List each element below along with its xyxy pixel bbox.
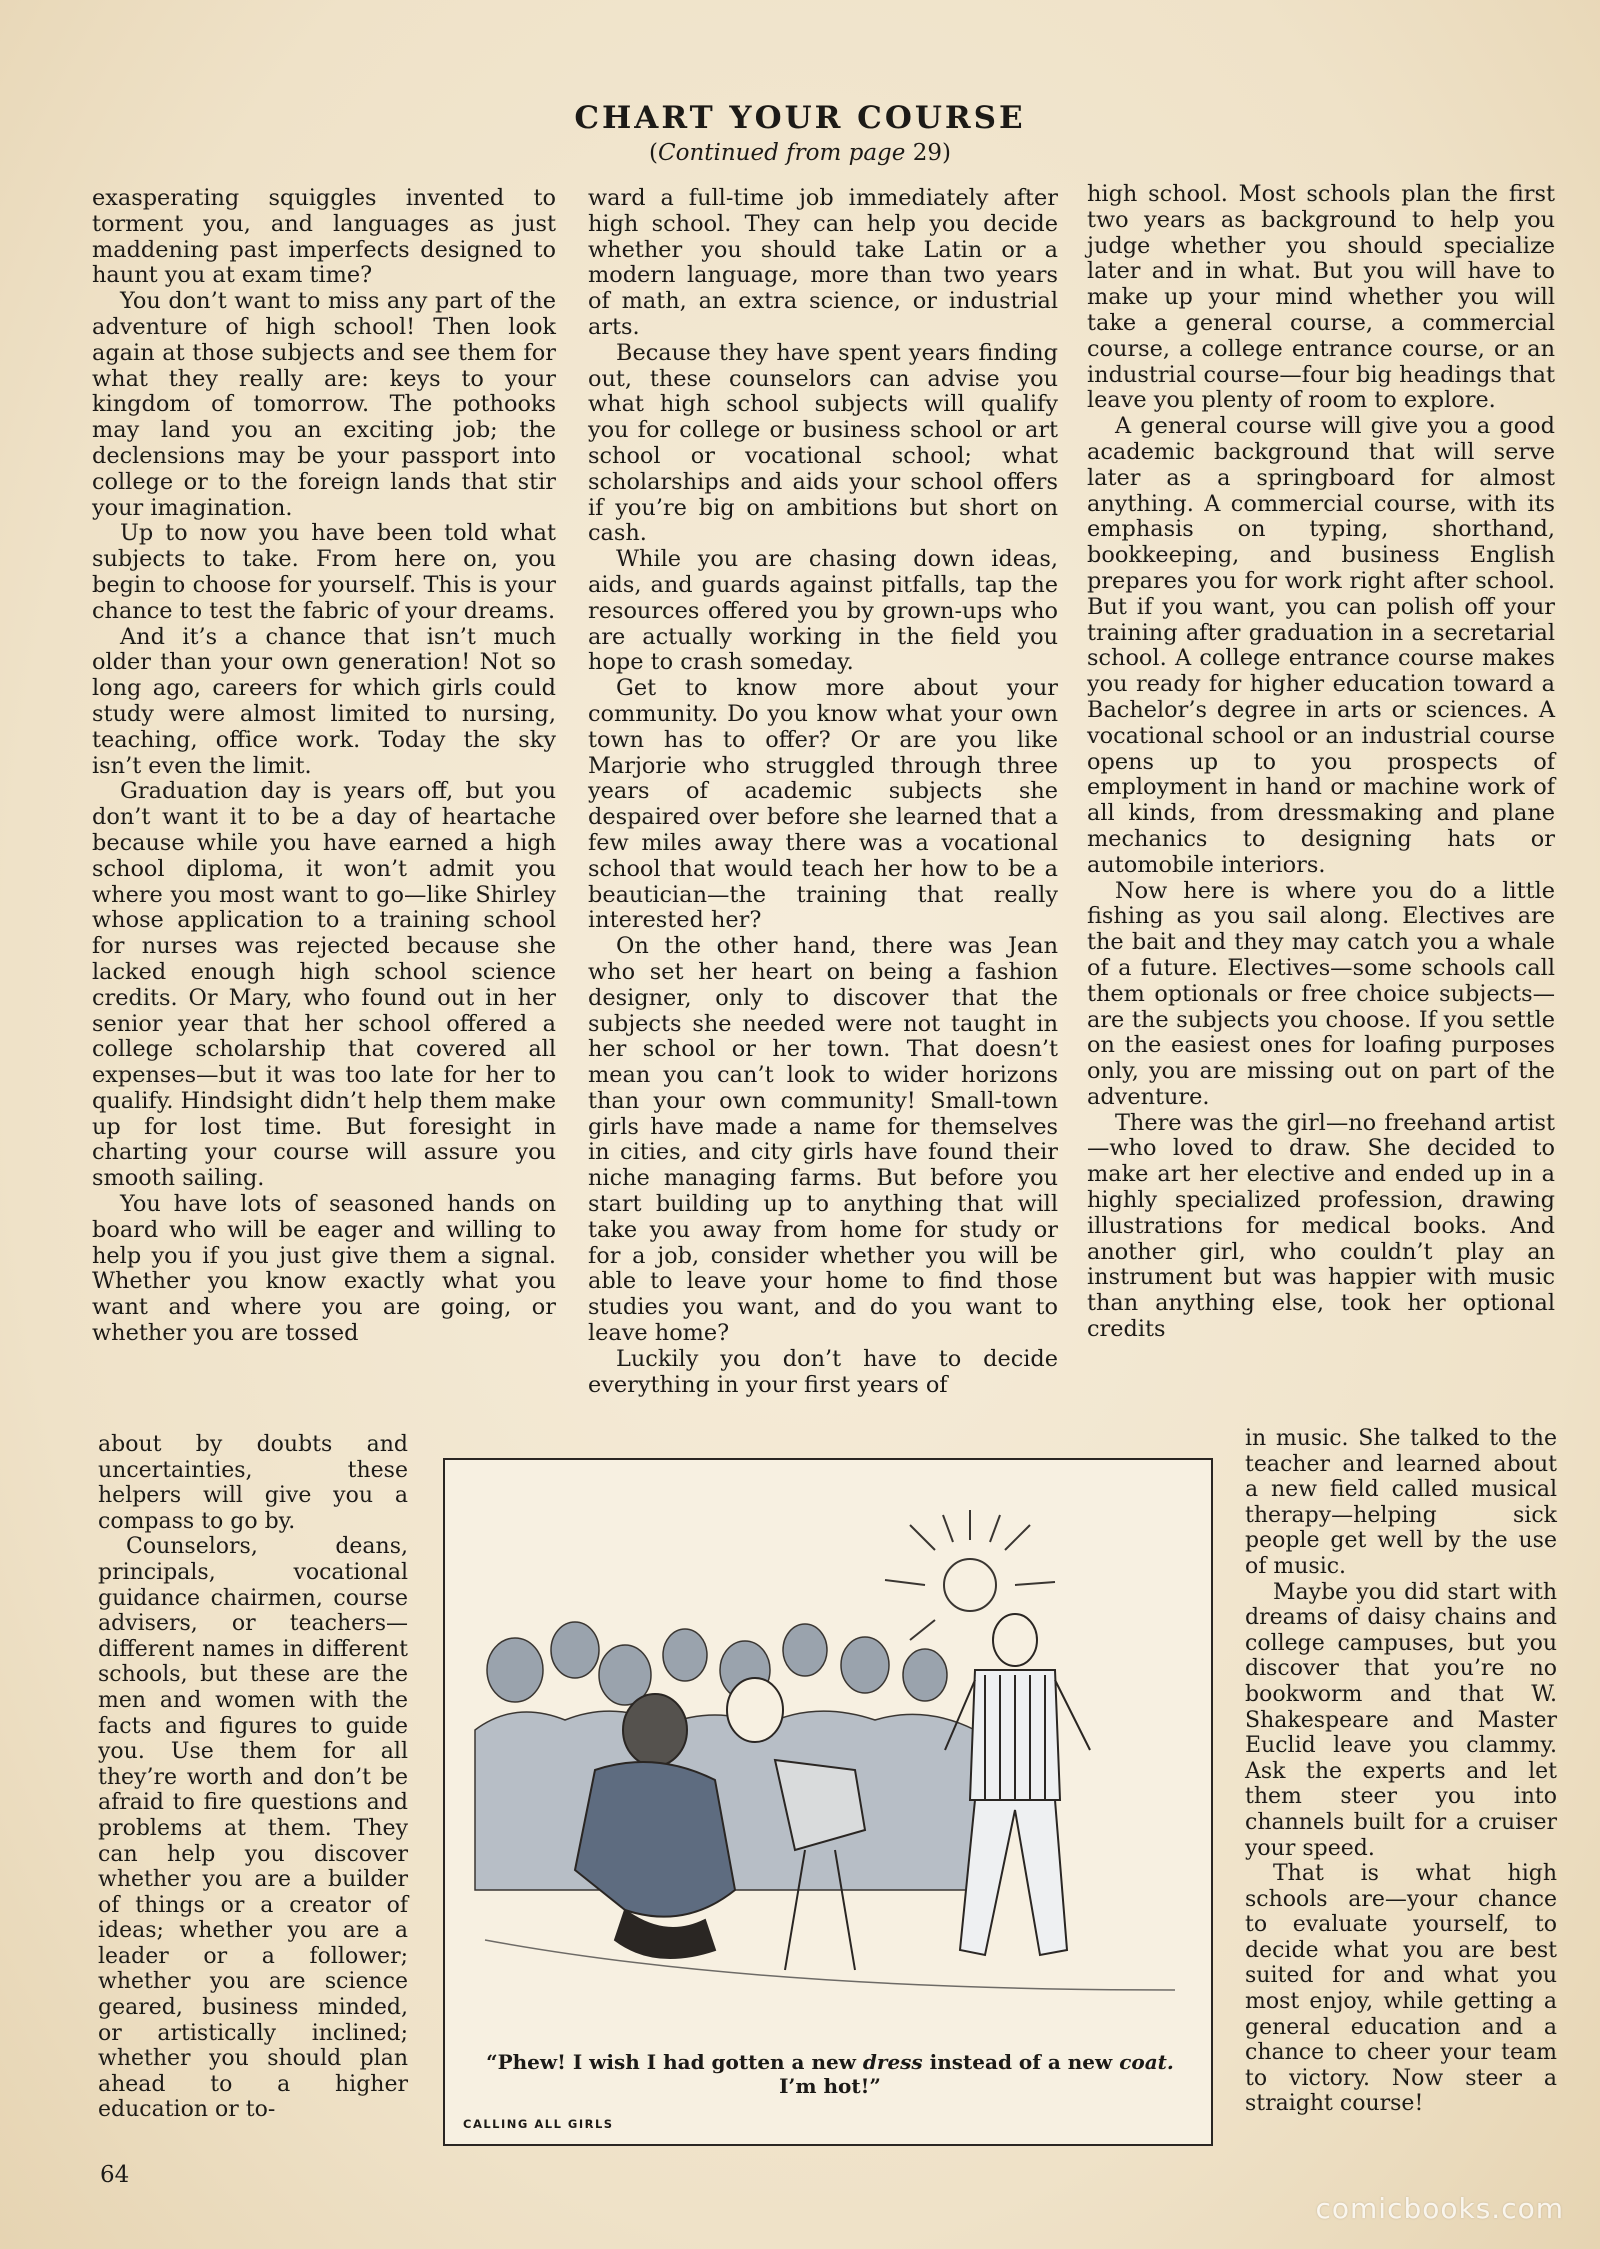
text-column-1-lower [98,1432,408,2123]
paragraph: While you are chasing down ideas, aids, and guards against pitfalls, tap the resources offered you by grown-ups who are actually working in the field you hope to crash someday. [588,546,1058,676]
paragraph: Get to know more about your community. Do you know what your own town has to offer? Or are you like Marjorie who struggled through three years of academic subjects she despaired over before she learned that a few miles away there was a vocational school that would teach her how to be a beautician—the training that really interested her? [588,675,1058,934]
text-column-3 [1087,182,1555,1343]
paragraph: On the other hand, there was Jean who set her heart on being a fashion designer, only to discover that the subjects she needed were not taught in her school or her town. That doesn’t mean you can’t look to wider horizons than your own community! Small-town girls have made a name for themselves in cities, and city girls have found their niche managing farms. But before you start building up to anything that will take you away from home for study or for a job, consider whether you will be able to leave your home to find those studies you want, and do you want to leave home? [588,933,1058,1347]
paragraph: Counselors, deans, principals, vocational guidance chairmen, course advisers, or teachers—different names in different schools, but these are the men and women with the facts and figures to guide you. Use them for all they’re worth and don’t be afraid to fire questions and problems at them. They can help you discover whether you are a builder of things or a creator of ideas; whether you are a leader or a follower; whether you are science geared, business minded, or artistically inclined; whether you should plan ahead to a higher education or to- [98,1534,408,2123]
article-title: CHART YOUR COURSE [574,100,1026,136]
paragraph: ward a full-time job immediately after high school. They can help you decide whether you should take Latin or a modern language, more than two years of math, an extra science, or industrial arts. [588,185,1058,340]
text-column-1 [92,186,556,1347]
paragraph: in music. She talked to the teacher and learned about a new field called musical therapy—helping sick people get well by the use of music. [1245,1426,1557,1579]
text-column-3-lower [1245,1426,1557,2117]
site-watermark: comicbooks.com [1315,2192,1564,2225]
page-number: 64 [100,2162,130,2188]
paragraph: Maybe you did start with dreams of daisy chains and college campuses, but you discover that you’re no bookworm and that W. Shakespeare and Master Euclid leave you clammy. Ask the experts and let them steer you into channels built for a cruiser your speed. [1245,1579,1557,1861]
cartoon-credit: CALLING ALL GIRLS [463,2117,614,2131]
paragraph: Now here is where you do a little fishing as you sail along. Electives are the bait and they may catch you a whale of a future. Electives—some schools call them optionals or free choice subjects—are the subjects you choose. If you settle on the easiest ones for loafing purposes only, you are missing out on part of the adventure. [1087,877,1555,1110]
cartoon-drawing [455,1470,1205,2045]
paragraph: You have lots of seasoned hands on board who will be eager and willing to help you if you just give them a signal. Whether you know exactly what you want and where you are going, or whether you are tossed [92,1191,556,1347]
paragraph: about by doubts and uncertainties, these helpers will give you a compass to go by. [98,1432,408,1534]
paragraph: That is what high schools are—your chance to evaluate yourself, to decide what you are best suited for and what you most enjoy, while getting a general education and a chance to cheer your team to victory. Now steer a straight course! [1245,1861,1557,2117]
paragraph: exasperating squiggles invented to torment you, and languages as just maddening past imperfects designed to haunt you at exam time? [92,185,556,289]
paragraph: There was the girl—no freehand artist—who loved to draw. She decided to make art her elective and ended up in a highly specialized profession, drawing illustrations for medical books. And another girl, who couldn’t play an instrument but was happier with music than anything else, took her optional credits [1087,1109,1555,1343]
article-header [0,100,1600,166]
paragraph: high school. Most schools plan the first two years as background to help you judge whether you should specialize later and in what. But you will have to make up your mind whether you will take a general course, a commercial course, a college entrance course, or an industrial course—four big headings that leave you plenty of room to explore. [1087,181,1555,414]
continued-note: (Continued from page 29) [649,140,951,166]
paragraph: And it’s a chance that isn’t much older than your own generation! Not so long ago, careers for which girls could study were almost limited to nursing, teaching, office work. Today the sky isn’t even the limit. [92,623,556,779]
paragraph: A general course will give you a good academic background that will serve later as a springboard for almost anything. A commercial course, with its emphasis on typing, shorthand, bookkeeping, and business English prepares you for work right after school. But if you want, you can polish off your training after graduation in a secretarial school. A college entrance course makes you ready for higher education toward a Bachelor’s degree in arts or sciences. A vocational school or an industrial course opens up to you prospects of employment in hand or machine work of all kinds, from dressmaking and plane mechanics to designing hats or automobile interiors. [1087,413,1555,878]
cartoon-illustration [443,1458,1213,2146]
paragraph: Because they have spent years finding out, these counselors can advise you what high school subjects will qualify you for college or business school or art school or vocational school; what scholarships and aids your school offers if you’re big on ambitions but short on cash. [588,339,1058,547]
paragraph: Graduation day is years off, but you don’t want it to be a day of heartache because while you have earned a high school diploma, it won’t admit you where you most want to go—like Shirley whose application to a training school for nurses was rejected because she lacked enough high school science credits. Or Mary, who found out in her senior year that her school offered a college scholarship that covered all expenses—but it was too late for her to qualify. Hindsight didn’t help them make up for lost time. But foresight in charting your course will assure you smooth sailing. [92,778,556,1192]
paragraph: Luckily you don’t have to decide everything in your first years of [588,1345,1058,1398]
cartoon-caption: “Phew! I wish I had gotten a new dress instead of a new coat. I’m hot!” [486,2050,1174,2098]
paragraph: You don’t want to miss any part of the adventure of high school! Then look again at those subjects and see them for what they really are: keys to your kingdom of tomorrow. The pothooks may land you an exciting job; the declensions may be your passport into college or to the foreign lands that stir your imagination. [92,288,556,521]
paragraph: Up to now you have been told what subjects to take. From here on, you begin to choose for yourself. This is your chance to test the fabric of your dreams. [92,520,556,624]
text-column-2 [588,186,1058,1398]
